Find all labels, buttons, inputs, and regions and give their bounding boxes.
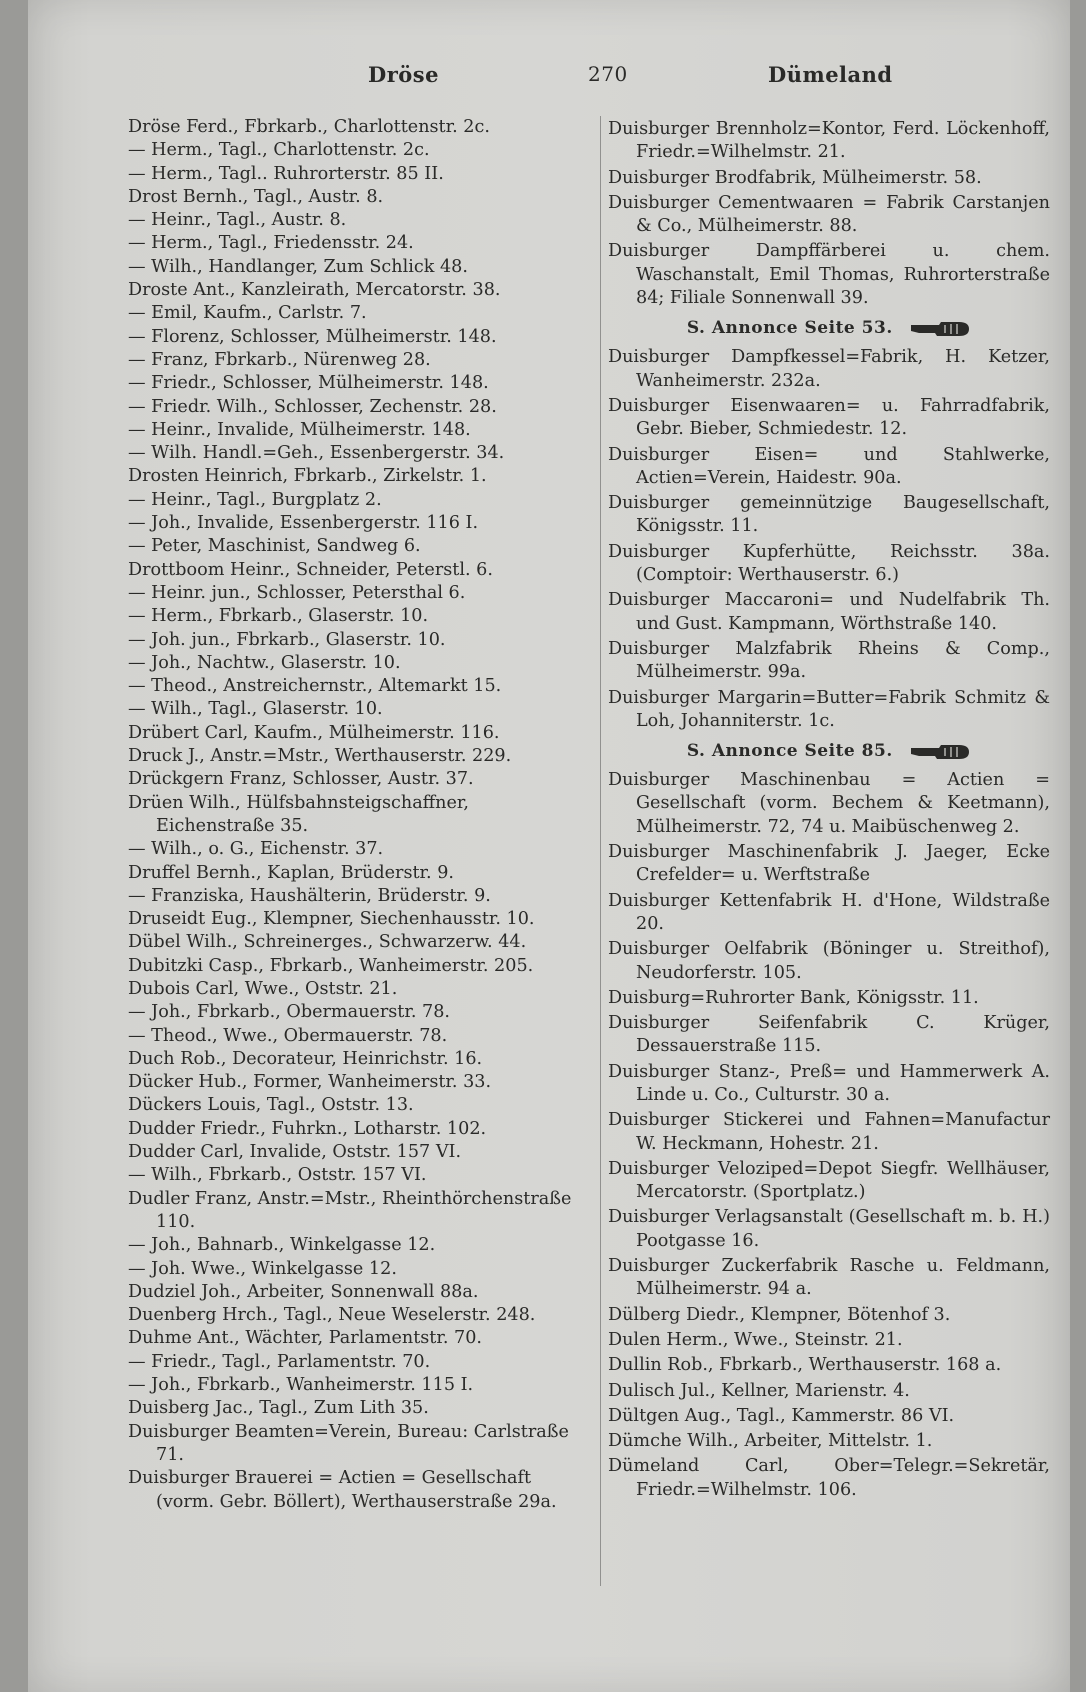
directory-entry: — Herm., Tagl., Charlottenstr. 2c. <box>128 140 430 161</box>
directory-entry: Duisburger Stanz-, Preß= und Hammerwerk A. Linde u. Co., Culturstr. 30 a. <box>608 1061 1050 1105</box>
directory-entry: Duisburger Dampfkessel=Fabrik, H. Ketzer, Wanheimerstr. 232a. <box>608 347 1050 391</box>
directory-entry: — Herm., Fbrkarb., Glaserstr. 10. <box>128 606 429 627</box>
directory-entry: Dücker Hub., Former, Wanheimerstr. 33. <box>128 1072 492 1093</box>
annonce-text-1: S. Annonce Seite 53. <box>686 318 893 339</box>
directory-entry: Drüen Wilh., Hülfsbahnsteigschaffner, Eichenstraße 35. <box>128 792 469 836</box>
column-divider <box>600 116 601 1586</box>
directory-entry: Duisburger Kupferhütte, Reichsstr. 38a. (Comptoir: Werthauserstr. 6.) <box>608 541 1050 586</box>
directory-entry: Duisburger Cementwaaren = Fabrik Carstanjen & Co., Mülheimerstr. 88. <box>608 192 1050 237</box>
directory-entry: Dulisch Jul., Kellner, Marienstr. 4. <box>608 1380 910 1401</box>
directory-entry: — Heinr. jun., Schlosser, Petersthal 6. <box>128 582 466 603</box>
directory-entry: Duisburg=Ruhrorter Bank, Königsstr. 11. <box>608 987 979 1008</box>
directory-entry: Duisburger Eisenwaaren= u. Fahrradfabrik, Gebr. Bieber, Schmiedestr. 12. <box>608 395 1050 440</box>
directory-entry: — Franz, Fbrkarb., Nürenweg 28. <box>128 349 431 370</box>
directory-entry: — Joh. Wwe., Winkelgasse 12. <box>128 1258 397 1279</box>
directory-entry: Dröse Ferd., Fbrkarb., Charlottenstr. 2c. <box>128 117 490 137</box>
directory-entry: Duisburger Maccaroni= und Nudelfabrik Th. und Gust. Kampmann, Wörthstraße 140. <box>608 590 1050 634</box>
directory-entry: — Franziska, Haushälterin, Brüderstr. 9. <box>128 885 491 906</box>
annonce-text-2: S. Annonce Seite 85. <box>686 741 893 762</box>
directory-entry: Dültgen Aug., Tagl., Kammerstr. 86 VI. <box>608 1405 955 1426</box>
directory-entry: Duisburger Malzfabrik Rheins & Comp., Mülheimerstr. 99a. <box>608 638 1050 683</box>
directory-entry: Duisburger Beamten=Verein, Bureau: Carlstraße 71. <box>128 1421 569 1465</box>
directory-entry: Duisburger Brennholz=Kontor, Ferd. Löckenhoff, Friedr.=Wilhelmstr. 21. <box>608 119 1050 163</box>
directory-entry: — Wilh., Tagl., Glaserstr. 10. <box>128 699 383 720</box>
header-first-name: Dröse <box>368 62 439 87</box>
annonce-note-2 <box>608 739 1050 763</box>
directory-entry: Duisburger Kettenfabrik H. d'Hone, Wildstraße 20. <box>608 890 1050 934</box>
right-group-b <box>608 346 1050 733</box>
pointing-hand-icon <box>909 742 971 762</box>
directory-entry: — Wilh., Fbrkarb., Oststr. 157 VI. <box>128 1165 427 1186</box>
directory-entry: Duisburger gemeinnützige Baugesellschaft, Königsstr. 11. <box>608 493 1050 537</box>
directory-entry: — Friedr., Schlosser, Mülheimerstr. 148. <box>128 373 489 394</box>
directory-entry: — Wilh., o. G., Eichenstr. 37. <box>128 839 384 860</box>
directory-entry: — Joh., Fbrkarb., Obermauerstr. 78. <box>128 1002 450 1023</box>
directory-entry: Duisburger Eisen= und Stahlwerke, Actien=Verein, Haidestr. 90a. <box>608 444 1050 488</box>
directory-entry: Dülberg Diedr., Klempner, Bötenhof 3. <box>608 1304 951 1325</box>
directory-entry: Duisberg Jac., Tagl., Zum Lith 35. <box>128 1398 429 1419</box>
directory-entry: Dudder Friedr., Fuhrkn., Lotharstr. 102. <box>128 1118 487 1139</box>
directory-entry: — Joh., Nachtw., Glaserstr. 10. <box>128 652 401 673</box>
directory-entry: Dubois Carl, Wwe., Oststr. 21. <box>128 978 398 999</box>
directory-entry: Duisburger Margarin=Butter=Fabrik Schmitz & Loh, Johanniterstr. 1c. <box>608 687 1050 731</box>
left-column <box>128 116 588 1514</box>
directory-entry: Droste Ant., Kanzleirath, Mercatorstr. 38. <box>128 280 501 301</box>
directory-entry: Duisburger Brodfabrik, Mülheimerstr. 58. <box>608 167 982 188</box>
directory-entry: — Florenz, Schlosser, Mülheimerstr. 148. <box>128 326 497 347</box>
directory-entry: — Heinr., Invalide, Mülheimerstr. 148. <box>128 419 471 440</box>
directory-entry: Dullin Rob., Fbrkarb., Werthauserstr. 168 a. <box>608 1355 1002 1376</box>
directory-entry: Duisburger Zuckerfabrik Rasche u. Feldmann, Mülheimerstr. 94 a. <box>608 1256 1050 1300</box>
directory-entry: Drost Bernh., Tagl., Austr. 8. <box>128 186 384 207</box>
directory-entry: Duisburger Verlagsanstalt (Gesellschaft m. b. H.) Pootgasse 16. <box>608 1207 1050 1251</box>
directory-page <box>28 0 1070 1692</box>
directory-entry: Dudder Carl, Invalide, Oststr. 157 VI. <box>128 1142 462 1163</box>
right-group-c <box>608 769 1050 1502</box>
right-group-a <box>608 118 1050 310</box>
directory-entry: Dudler Franz, Anstr.=Mstr., Rheinthörchenstraße 110. <box>128 1188 572 1232</box>
directory-entry: — Theod., Anstreichernstr., Altemarkt 15. <box>128 676 502 697</box>
directory-entry: Duisburger Veloziped=Depot Siegfr. Wellhäuser, Mercatorstr. (Sportplatz.) <box>608 1158 1050 1203</box>
directory-entry: Druseidt Eug., Klempner, Siechenhausstr. 10. <box>128 909 535 930</box>
directory-entry: — Joh., Fbrkarb., Wanheimerstr. 115 I. <box>128 1375 474 1396</box>
directory-entry: — Heinr., Tagl., Burgplatz 2. <box>128 489 382 510</box>
directory-entry: Druffel Bernh., Kaplan, Brüderstr. 9. <box>128 862 454 883</box>
directory-entry: — Theod., Wwe., Obermauerstr. 78. <box>128 1025 448 1046</box>
directory-entry: Druck J., Anstr.=Mstr., Werthauserstr. 229. <box>128 746 512 767</box>
directory-entry: Duisburger Brauerei = Actien = Gesellschaft (vorm. Gebr. Böllert), Werthauserstraße 29a. <box>128 1468 557 1512</box>
directory-entry: Dubitzki Casp., Fbrkarb., Wanheimerstr. 205. <box>128 955 534 976</box>
page-number: 270 <box>588 62 628 86</box>
annonce-note-1 <box>608 316 1050 340</box>
directory-entry: — Wilh. Handl.=Geh., Essenbergerstr. 34. <box>128 443 505 464</box>
directory-entry: Dückers Louis, Tagl., Oststr. 13. <box>128 1095 414 1116</box>
directory-entry: — Emil, Kaufm., Carlstr. 7. <box>128 303 367 324</box>
page-header <box>128 62 1048 96</box>
directory-entry: Dümeland Carl, Ober=Telegr.=Sekretär, Friedr.=Wilhelmstr. 106. <box>608 1456 1050 1500</box>
directory-entry: — Friedr. Wilh., Schlosser, Zechenstr. 28. <box>128 396 497 417</box>
directory-entry: — Herm., Tagl., Friedensstr. 24. <box>128 233 414 254</box>
right-column <box>608 116 1050 1502</box>
directory-entry: Duisburger Stickerei und Fahnen=Manufactur W. Heckmann, Hohestr. 21. <box>608 1110 1050 1154</box>
directory-entry: Drosten Heinrich, Fbrkarb., Zirkelstr. 1. <box>128 466 487 487</box>
directory-entry: Dudziel Joh., Arbeiter, Sonnenwall 88a. <box>128 1281 479 1302</box>
directory-entry: Duisburger Maschinenbau = Actien = Gesellschaft (vorm. Bechem & Keetmann), Mülheimerstr. 72, 74 u. Maibüschenweg 2. <box>608 770 1050 837</box>
directory-entry: — Herm., Tagl.. Ruhrorterstr. 85 II. <box>128 163 444 184</box>
directory-entry: Duisburger Seifenfabrik C. Krüger, Dessauerstraße 115. <box>608 1013 1050 1057</box>
directory-entry: Duisburger Dampffärberei u. chem. Waschanstalt, Emil Thomas, Ruhrorterstraße 84; Filiale Sonnenwall 39. <box>608 241 1050 309</box>
directory-entry: Duenberg Hrch., Tagl., Neue Weselerstr. 248. <box>128 1305 536 1326</box>
directory-entry: Duisburger Oelfabrik (Böninger u. Streithof), Neudorferstr. 105. <box>608 939 1050 983</box>
directory-entry: — Heinr., Tagl., Austr. 8. <box>128 210 347 231</box>
directory-entry: — Peter, Maschinist, Sandweg 6. <box>128 536 421 557</box>
directory-entry: Dulen Herm., Wwe., Steinstr. 21. <box>608 1329 903 1350</box>
directory-entry: Duch Rob., Decorateur, Heinrichstr. 16. <box>128 1048 483 1069</box>
directory-entry: — Joh., Invalide, Essenbergerstr. 116 I. <box>128 513 479 534</box>
directory-entry: Duhme Ant., Wächter, Parlamentstr. 70. <box>128 1328 483 1349</box>
directory-entry: — Joh. jun., Fbrkarb., Glaserstr. 10. <box>128 629 446 650</box>
directory-entry: Duisburger Maschinenfabrik J. Jaeger, Ecke Crefelder= u. Werftstraße <box>608 842 1050 886</box>
directory-entry: Dümche Wilh., Arbeiter, Mittelstr. 1. <box>608 1431 933 1452</box>
header-last-name: Dümeland <box>768 62 893 87</box>
directory-entry: — Joh., Bahnarb., Winkelgasse 12. <box>128 1235 436 1256</box>
pointing-hand-icon <box>909 319 971 339</box>
directory-entry: Drübert Carl, Kaufm., Mülheimerstr. 116. <box>128 722 500 743</box>
directory-entry: — Friedr., Tagl., Parlamentstr. 70. <box>128 1351 431 1372</box>
directory-entry: Drottboom Heinr., Schneider, Peterstl. 6. <box>128 559 493 580</box>
directory-entry: Dübel Wilh., Schreinerges., Schwarzerw. 44. <box>128 932 527 953</box>
directory-entry: Drückgern Franz, Schlosser, Austr. 37. <box>128 769 474 790</box>
directory-entry: — Wilh., Handlanger, Zum Schlick 48. <box>128 256 468 277</box>
